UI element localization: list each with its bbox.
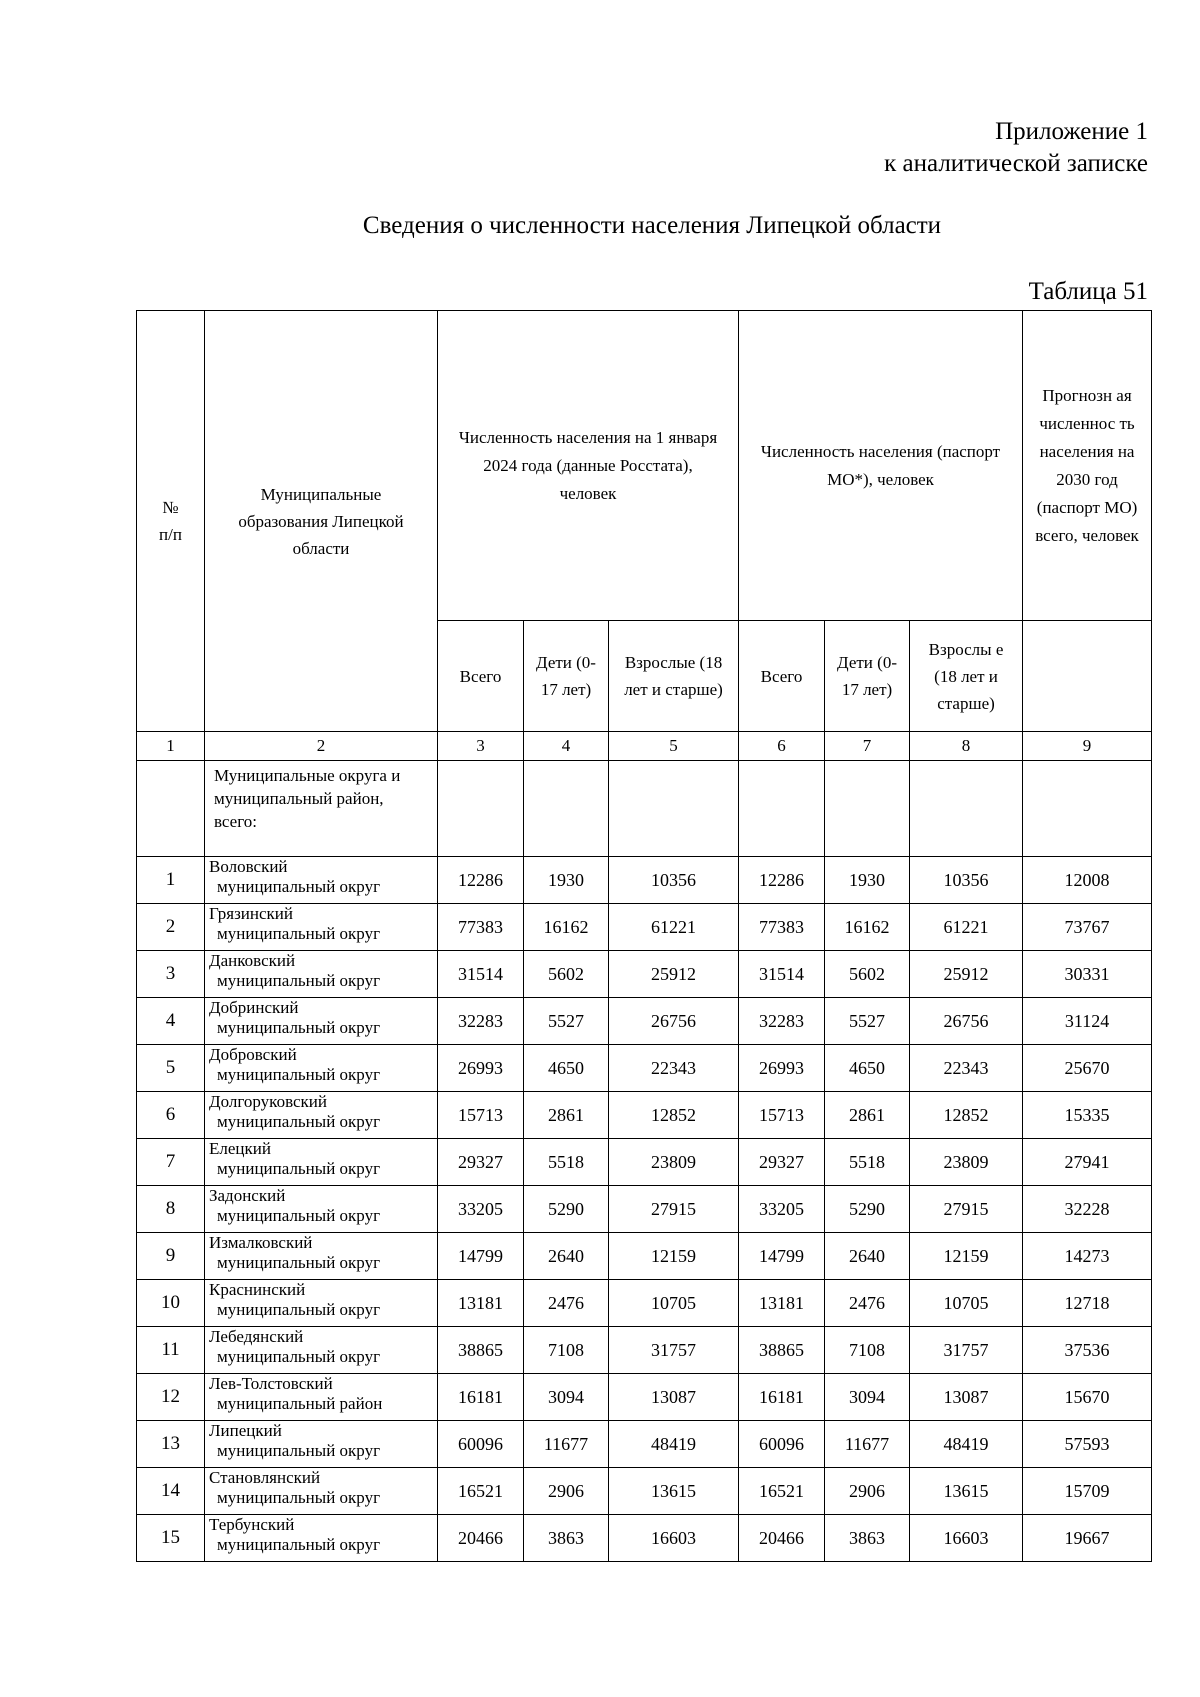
- table-cell: 1930: [825, 857, 910, 904]
- table-cell: 5518: [825, 1139, 910, 1186]
- table-cell: 1930: [524, 857, 609, 904]
- table-cell: 7108: [524, 1327, 609, 1374]
- table-cell: 12286: [739, 857, 825, 904]
- table-cell: 16603: [910, 1515, 1023, 1562]
- table-cell: 2861: [825, 1092, 910, 1139]
- col-number: 1: [137, 732, 205, 761]
- table-cell: 26993: [739, 1045, 825, 1092]
- header-rosstat-group: Численность населения на 1 января 2024 года (данные Росстата), человек: [438, 311, 739, 621]
- document-title-wrap: [0, 212, 1200, 240]
- table-cell: 25912: [910, 951, 1023, 998]
- table-cell: 32228: [1023, 1186, 1152, 1233]
- municipality-name-line1: Долгоруковский: [209, 1092, 328, 1111]
- header-municipality: Муниципальные образования Липецкой области: [205, 311, 438, 732]
- appendix-note: [884, 116, 1148, 180]
- municipality-name: [205, 1233, 438, 1280]
- municipality-name-line1: Липецкий: [209, 1421, 282, 1440]
- table-cell: 73767: [1023, 904, 1152, 951]
- table-cell: 60096: [739, 1421, 825, 1468]
- header-children: Дети (0-17 лет): [524, 621, 609, 732]
- table-cell: 4650: [825, 1045, 910, 1092]
- header-passport-group: Численность населения (паспорт МО*), человек: [739, 311, 1023, 621]
- table-cell: 61221: [609, 904, 739, 951]
- table-row: [137, 1280, 1152, 1327]
- table-cell: 11677: [524, 1421, 609, 1468]
- population-table: [136, 310, 1152, 1562]
- municipality-name-line2: муниципальный округ: [217, 1253, 381, 1272]
- municipality-name-line2: муниципальный округ: [217, 1018, 381, 1037]
- table-cell: 13615: [609, 1468, 739, 1515]
- row-number: 11: [137, 1327, 205, 1374]
- total-row-cell: [524, 761, 609, 857]
- table-cell: 57593: [1023, 1421, 1152, 1468]
- col-number: 9: [1023, 732, 1152, 761]
- municipality-name-line1: Лев-Толстовский: [209, 1374, 333, 1393]
- column-number-row: [137, 732, 1152, 761]
- row-number: 13: [137, 1421, 205, 1468]
- table-cell: 15670: [1023, 1374, 1152, 1421]
- municipality-name-line2: муниципальный округ: [217, 1347, 381, 1366]
- table-cell: 48419: [609, 1421, 739, 1468]
- table-row: [137, 1468, 1152, 1515]
- table-cell: 10705: [609, 1280, 739, 1327]
- table-cell: 22343: [609, 1045, 739, 1092]
- municipality-name-line2: муниципальный округ: [217, 971, 381, 990]
- municipality-name: [205, 951, 438, 998]
- table-cell: 2906: [524, 1468, 609, 1515]
- municipality-name-line2: муниципальный округ: [217, 1206, 381, 1225]
- table-cell: 14799: [438, 1233, 524, 1280]
- municipality-name: [205, 1045, 438, 1092]
- table-cell: 10705: [910, 1280, 1023, 1327]
- table-cell: 5602: [825, 951, 910, 998]
- table-cell: 5290: [825, 1186, 910, 1233]
- header-empty-cell: [1023, 621, 1152, 732]
- municipality-name: [205, 1515, 438, 1562]
- table-cell: 16521: [438, 1468, 524, 1515]
- table-cell: 2476: [524, 1280, 609, 1327]
- table-cell: 12159: [910, 1233, 1023, 1280]
- municipality-name-line1: Измалковский: [209, 1233, 313, 1252]
- table-cell: 14799: [739, 1233, 825, 1280]
- table-cell: 30331: [1023, 951, 1152, 998]
- table-cell: 25670: [1023, 1045, 1152, 1092]
- total-row-cell: [825, 761, 910, 857]
- municipality-name: [205, 1092, 438, 1139]
- row-number: 4: [137, 998, 205, 1045]
- table-row: [137, 1092, 1152, 1139]
- table-row: [137, 951, 1152, 998]
- row-number: 1: [137, 857, 205, 904]
- table-cell: 16603: [609, 1515, 739, 1562]
- municipality-name-line1: Грязинский: [209, 904, 293, 923]
- total-row: [137, 761, 1152, 857]
- table-row: [137, 998, 1152, 1045]
- table-cell: 11677: [825, 1421, 910, 1468]
- table-cell: 16181: [438, 1374, 524, 1421]
- table-cell: 15713: [739, 1092, 825, 1139]
- table-cell: 13615: [910, 1468, 1023, 1515]
- col-number: 4: [524, 732, 609, 761]
- table-row: [137, 1233, 1152, 1280]
- table-cell: 20466: [739, 1515, 825, 1562]
- row-number: 8: [137, 1186, 205, 1233]
- table-cell: 31514: [739, 951, 825, 998]
- municipality-name-line2: муниципальный округ: [217, 1159, 381, 1178]
- row-number: 3: [137, 951, 205, 998]
- table-cell: 13181: [739, 1280, 825, 1327]
- table-cell: 2640: [825, 1233, 910, 1280]
- total-row-label: Муниципальные округа и муниципальный район, всего:: [205, 761, 438, 857]
- table-cell: 7108: [825, 1327, 910, 1374]
- header-num: № п/п: [137, 311, 205, 732]
- table-cell: 10356: [910, 857, 1023, 904]
- table-cell: 12159: [609, 1233, 739, 1280]
- municipality-name: [205, 1139, 438, 1186]
- table-cell: 2476: [825, 1280, 910, 1327]
- table-cell: 77383: [739, 904, 825, 951]
- header-total-2: Всего: [739, 621, 825, 732]
- row-number: 15: [137, 1515, 205, 1562]
- table-cell: 12852: [609, 1092, 739, 1139]
- municipality-name: [205, 857, 438, 904]
- municipality-name-line1: Краснинский: [209, 1280, 306, 1299]
- table-cell: 26993: [438, 1045, 524, 1092]
- table-row: [137, 1327, 1152, 1374]
- table-cell: 3094: [825, 1374, 910, 1421]
- table-cell: 16162: [524, 904, 609, 951]
- table-cell: 33205: [739, 1186, 825, 1233]
- table-cell: 31757: [910, 1327, 1023, 1374]
- row-number: 6: [137, 1092, 205, 1139]
- row-number: 12: [137, 1374, 205, 1421]
- table-cell: 2906: [825, 1468, 910, 1515]
- col-number: 8: [910, 732, 1023, 761]
- table-cell: 13181: [438, 1280, 524, 1327]
- table-cell: 3863: [825, 1515, 910, 1562]
- municipality-name: [205, 1374, 438, 1421]
- municipality-name: [205, 904, 438, 951]
- table-cell: 61221: [910, 904, 1023, 951]
- table-cell: 48419: [910, 1421, 1023, 1468]
- municipality-name-line1: Лебедянский: [209, 1327, 304, 1346]
- table-cell: 19667: [1023, 1515, 1152, 1562]
- table-cell: 13087: [910, 1374, 1023, 1421]
- header-children-2: Дети (0-17 лет): [825, 621, 910, 732]
- col-number: 3: [438, 732, 524, 761]
- table-row: [137, 857, 1152, 904]
- table-cell: 22343: [910, 1045, 1023, 1092]
- municipality-name-line1: Добринский: [209, 998, 299, 1017]
- table-row: [137, 1421, 1152, 1468]
- municipality-name-line2: муниципальный округ: [217, 877, 381, 896]
- row-number: 14: [137, 1468, 205, 1515]
- table-cell: 16521: [739, 1468, 825, 1515]
- header-total: Всего: [438, 621, 524, 732]
- municipality-name: [205, 1327, 438, 1374]
- total-row-cell: [910, 761, 1023, 857]
- col-number: 7: [825, 732, 910, 761]
- municipality-name-line2: муниципальный округ: [217, 1112, 381, 1131]
- table-cell: 38865: [438, 1327, 524, 1374]
- table-label: Таблица 51: [1028, 278, 1148, 305]
- table-cell: 29327: [739, 1139, 825, 1186]
- table-row: [137, 1139, 1152, 1186]
- municipality-name-line1: Становлянский: [209, 1468, 321, 1487]
- col-number: 2: [205, 732, 438, 761]
- municipality-name: [205, 1421, 438, 1468]
- total-row-cell: [1023, 761, 1152, 857]
- municipality-name-line1: Данковский: [209, 951, 296, 970]
- table-cell: 23809: [910, 1139, 1023, 1186]
- table-cell: 26756: [609, 998, 739, 1045]
- table-cell: 20466: [438, 1515, 524, 1562]
- table-cell: 14273: [1023, 1233, 1152, 1280]
- table-cell: 32283: [438, 998, 524, 1045]
- total-row-cell: [609, 761, 739, 857]
- table-cell: 77383: [438, 904, 524, 951]
- table-cell: 12286: [438, 857, 524, 904]
- header-forecast: Прогнозн ая численнос ть населения на 2030 год (паспорт МО) всего, человек: [1023, 311, 1152, 621]
- table-cell: 12008: [1023, 857, 1152, 904]
- table-cell: 10356: [609, 857, 739, 904]
- municipality-name-line1: Добровский: [209, 1045, 297, 1064]
- appendix-line-1: Приложение 1: [995, 118, 1148, 145]
- municipality-name-line2: муниципальный округ: [217, 1065, 381, 1084]
- table-cell: 27915: [609, 1186, 739, 1233]
- municipality-name-line2: муниципальный округ: [217, 924, 381, 943]
- row-number: 5: [137, 1045, 205, 1092]
- table-cell: 38865: [739, 1327, 825, 1374]
- table-cell: 16162: [825, 904, 910, 951]
- table-cell: 3863: [524, 1515, 609, 1562]
- table-cell: 2640: [524, 1233, 609, 1280]
- table-cell: 27941: [1023, 1139, 1152, 1186]
- table-cell: 4650: [524, 1045, 609, 1092]
- table-cell: 12852: [910, 1092, 1023, 1139]
- table-cell: 5527: [524, 998, 609, 1045]
- document-title: Сведения о численности населения Липецкой области: [362, 212, 942, 239]
- total-row-cell: [739, 761, 825, 857]
- col-number: 6: [739, 732, 825, 761]
- municipality-name: [205, 1468, 438, 1515]
- table-cell: 2861: [524, 1092, 609, 1139]
- table-row: [137, 1045, 1152, 1092]
- municipality-name-line2: муниципальный округ: [217, 1535, 381, 1554]
- municipality-name-line2: муниципальный район: [217, 1394, 383, 1413]
- total-row-cell: [438, 761, 524, 857]
- table-cell: 5290: [524, 1186, 609, 1233]
- municipality-name-line1: Тербунский: [209, 1515, 295, 1534]
- table-cell: 31124: [1023, 998, 1152, 1045]
- municipality-name: [205, 1280, 438, 1327]
- table-cell: 60096: [438, 1421, 524, 1468]
- table-cell: 29327: [438, 1139, 524, 1186]
- header-adults-2: Взрослы е (18 лет и старше): [910, 621, 1023, 732]
- table-cell: 32283: [739, 998, 825, 1045]
- appendix-line-2: к аналитической записке: [884, 150, 1148, 177]
- row-number: 7: [137, 1139, 205, 1186]
- table-cell: 25912: [609, 951, 739, 998]
- table-cell: 5602: [524, 951, 609, 998]
- table-cell: 15335: [1023, 1092, 1152, 1139]
- table-cell: 12718: [1023, 1280, 1152, 1327]
- municipality-name-line2: муниципальный округ: [217, 1488, 381, 1507]
- table-cell: 27915: [910, 1186, 1023, 1233]
- municipality-name: [205, 998, 438, 1045]
- table-cell: 15709: [1023, 1468, 1152, 1515]
- table-cell: 15713: [438, 1092, 524, 1139]
- table-cell: 31514: [438, 951, 524, 998]
- municipality-name-line1: Задонский: [209, 1186, 286, 1205]
- table-cell: 37536: [1023, 1327, 1152, 1374]
- table-row: [137, 1374, 1152, 1421]
- table-cell: 5518: [524, 1139, 609, 1186]
- table-row: [137, 1515, 1152, 1562]
- header-adults: Взрослые (18 лет и старше): [609, 621, 739, 732]
- municipality-name-line1: Воловский: [209, 857, 288, 876]
- table-cell: 26756: [910, 998, 1023, 1045]
- table-row: [137, 904, 1152, 951]
- total-row-num: [137, 761, 205, 857]
- municipality-name-line1: Елецкий: [209, 1139, 271, 1158]
- table-row: [137, 1186, 1152, 1233]
- row-number: 2: [137, 904, 205, 951]
- table-cell: 33205: [438, 1186, 524, 1233]
- table-cell: 5527: [825, 998, 910, 1045]
- table-cell: 3094: [524, 1374, 609, 1421]
- municipality-name-line2: муниципальный округ: [217, 1300, 381, 1319]
- municipality-name: [205, 1186, 438, 1233]
- row-number: 10: [137, 1280, 205, 1327]
- table-cell: 31757: [609, 1327, 739, 1374]
- municipality-name-line2: муниципальный округ: [217, 1441, 381, 1460]
- table-cell: 16181: [739, 1374, 825, 1421]
- table-cell: 23809: [609, 1139, 739, 1186]
- col-number: 5: [609, 732, 739, 761]
- table-cell: 13087: [609, 1374, 739, 1421]
- row-number: 9: [137, 1233, 205, 1280]
